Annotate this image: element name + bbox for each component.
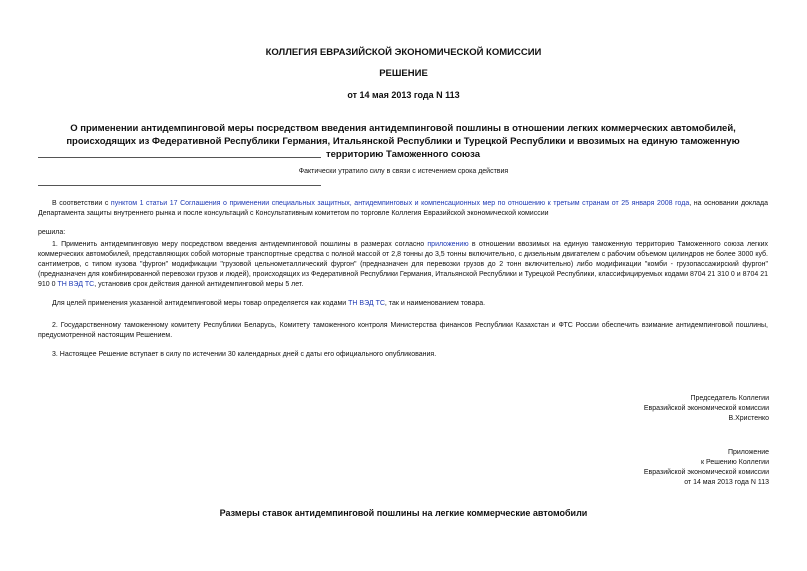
appendix-ref: к Решению Коллегии [701,459,769,466]
clause-3-paragraph: 3. Настоящее Решение вступает в силу по истечении 30 календарных дней с даты его официального опубликования. [52,351,437,358]
appendix-organization: Евразийской экономической комиссии [643,469,769,476]
document-type-heading: РЕШЕНИЕ [379,68,428,79]
goods-text-a: Для целей применения указанной антидемпинговой меры товар определяется как кодами [52,300,349,307]
clause-1-text-c: , установив срок действия данной антидемпинговой меры 5 лет. [94,281,304,288]
decided-label: решила: [38,229,66,236]
appendix-link[interactable]: приложению [427,241,469,248]
appendix-block [469,448,769,488]
tn-ved-link-2[interactable]: ТН ВЭД ТС [348,300,385,307]
divider-bottom [38,185,321,186]
tn-ved-link[interactable]: ТН ВЭД ТС [57,281,95,288]
goods-text-b: , так и наименованием товара. [384,300,486,307]
preamble-text-end: , на основании доклада Департамента защиты внутреннего рынка и после консультаций с Консультативным комитетом по торговле Коллегия Евразийской экономической комиссии [38,200,769,217]
preamble-paragraph [38,199,768,219]
appendix-date: от 14 мая 2013 года N 113 [684,479,769,486]
clause-2-paragraph: 2. Государственному таможенному комитету Республики Беларусь, Комитету таможенного контроля Министерства финансов Республики Казахстан и ФТС России обеспечить взимание антидемпинговой пошлины, предусмотренной настоящим Решением. [38,322,768,339]
document-date: от 14 мая 2013 года N 113 [347,90,460,100]
organization-heading: КОЛЛЕГИЯ ЕВРАЗИЙСКОЙ ЭКОНОМИЧЕСКОЙ КОМИССИИ [265,47,542,58]
goods-definition-paragraph [38,299,768,309]
appendix-title: Размеры ставок антидемпинговой пошлины на легкие коммерческие автомобили [219,508,588,518]
preamble-text-start: В соответствии с [52,200,111,207]
divider-top [38,157,321,158]
status-note: Фактически утратило силу в связи с истечением срока действия [298,168,509,175]
signature-organization: Евразийской экономической комиссии [643,405,769,412]
clause-1-text-a: 1. Применить антидемпинговую меру посредством введения антидемпинговой пошлины в размерах согласно [52,241,428,248]
signature-name: В.Христенко [728,415,769,422]
agreement-link[interactable]: пунктом 1 статьи 17 Соглашения о применении специальных защитных, антидемпинговых и компенсационных мер по отношению к третьим странам от 25 января 2008 года [110,200,690,207]
document-title: О применении антидемпинговой меры посредством введения антидемпинговой пошлины в отношении легких коммерческих автомобилей, происходящих из Федеративной Республики Германия, Итальянской Республики и Турецкой Республики и ввозимых на единую таможенную территорию Таможенного союза [66,123,740,160]
signature-block [469,394,769,424]
signature-position: Председатель Коллегии [690,395,769,402]
clause-1-paragraph [38,240,768,290]
clause-1-text-b: в отношении ввозимых на единую таможенную территорию Таможенного союза легких коммерческих автомобилей, представляющих собой моторные транспортные средства с полной массой от 2,8 тонны до 3,5 тонны включительно, с дизельным двигателем с рабочим объемом цилиндров не более 3000 куб. сантиметров, с типом кузова "фургон" модификации "грузовой цельнометаллический фургон" (предназначен для перевозки грузов до 2 тонн включительно) либо модификации "комби - грузопассажирский фургон" (предназначен для комбинированной перевозки грузов и людей), происходящих из Федеративной Республики Германия, Итальянской Республики и Турецкой Республики, классифицируемых кодами 8704 21 310 0 и 8704 21 910 0 [38,241,768,288]
appendix-label: Приложение [727,449,769,456]
